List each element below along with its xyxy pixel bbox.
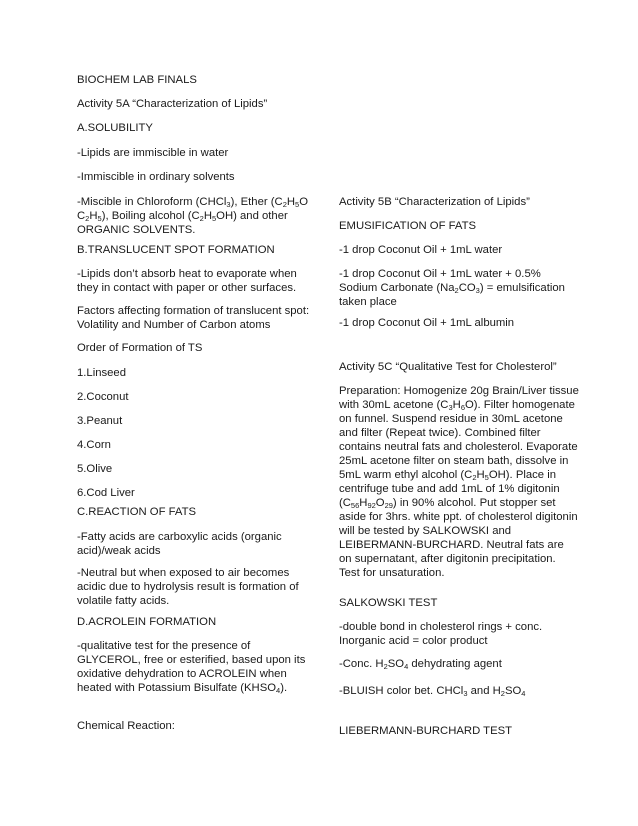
section-d-heading: D.ACROLEIN FORMATION bbox=[77, 616, 217, 628]
neutral-but-text: -Neutral but when exposed to air becomes acidic due to hydrolysis result is formation of volatile fatty acids. bbox=[77, 567, 299, 607]
immiscible-ordinary-solvents: -Immiscible in ordinary solvents bbox=[77, 171, 235, 183]
activity-5a-heading: Activity 5A “Characterization of Lipids” bbox=[77, 98, 268, 110]
liebermann-heading: LIEBERMANN-BURCHARD TEST bbox=[339, 725, 513, 737]
salkowski-heading: SALKOWSKI TEST bbox=[339, 597, 438, 609]
order-list-item: 1.Linseed bbox=[77, 367, 126, 379]
qualitative-test-text: -qualitative test for the presence of GLYCEROL, free or esterified, based upon its oxidative dehydration to ACROLEIN when heated with Potassium Bisulfate $(KHSO_4)$. bbox=[77, 640, 306, 695]
fatty-acids-text: -Fatty acids are carboxylic acids (organic acid)/weak acids bbox=[77, 531, 282, 557]
order-list-item: 3.Peanut bbox=[77, 415, 123, 427]
lipids-immiscible-water: -Lipids are immiscible in water bbox=[77, 147, 229, 159]
document-title: BIOCHEM LAB FINALS bbox=[77, 74, 197, 86]
section-a-heading: A.SOLUBILITY bbox=[77, 122, 153, 134]
lipids-dont-absorb-text: -Lipids don’t absorb heat to evaporate when they in contact with paper or other surfaces. bbox=[77, 268, 297, 294]
double-bond-text: -double bond in cholesterol rings + conc. Inorganic acid = color product bbox=[339, 621, 543, 647]
order-list-item: 4.Corn bbox=[77, 439, 111, 451]
order-of-formation-heading: Order of Formation of TS bbox=[77, 342, 203, 354]
order-list-item: 2.Coconut bbox=[77, 391, 129, 403]
miscible-solvents-text: -Miscible in Chloroform (CHCl$_3$), Ether ($C_2H_5O$ $C_2H_5$), Boiling alcohol $(C_2H_5OH)$ and other ORGANIC SOLVENTS. bbox=[77, 196, 308, 236]
chemical-reaction-label: Chemical Reaction: bbox=[77, 720, 175, 732]
order-list-item: 5.Olive bbox=[77, 463, 113, 475]
activity-5c-heading: Activity 5C “Qualitative Test for Cholesterol” bbox=[339, 361, 557, 373]
coconut-water-text: -1 drop Coconut Oil + 1mL water bbox=[339, 244, 503, 256]
section-b-heading: B.TRANSLUCENT SPOT FORMATION bbox=[77, 244, 275, 256]
preparation-text: Preparation: Homogenize 20g Brain/Liver tissue with 30mL acetone $(C_3H_6O)$. Filter homogenate on funnel. Suspend residue in 30mL acetone and filter (Repeat twice). Combined filter contains neutral fats and cholesterol. Evaporate 25mL acetone filter on steam bath, dissolve in 5mL warm ethyl alcohol $(C_2H_5OH)$. Place in centrifuge tube and add 1mL of 1% digitonin $(C_{56}H_{92}O_{29})$ in 90% alcohol. Put stopper set aside for 3hrs. white ppt. of cholesterol digitonin will be tested by SALKOWSKI and LEIBERMANN-BURCHARD. Neutral fats are on supernatant, after digitonin precipitation. Test for unsaturation. bbox=[339, 385, 579, 579]
section-c-heading: C.REACTION OF FATS bbox=[77, 506, 197, 518]
factors-text: Factors affecting formation of translucent spot: Volatility and Number of Carbon atoms bbox=[77, 305, 310, 331]
coconut-albumin-text: -1 drop Coconut Oil + 1mL albumin bbox=[339, 317, 515, 329]
emulsification-heading: EMUSIFICATION OF FATS bbox=[339, 220, 477, 232]
coconut-na2co3-text: -1 drop Coconut Oil + 1mL water + 0.5% Sodium Carbonate $(Na_2CO_3)$ = emulsification taken place bbox=[339, 268, 565, 308]
activity-5b-heading: Activity 5B “Characterization of Lipids” bbox=[339, 196, 530, 208]
bluish-color-text: -BLUISH color bet. CHCl$_3$ and $H_2SO_4$ bbox=[339, 685, 526, 698]
order-list-item: 6.Cod Liver bbox=[77, 487, 135, 499]
conc-h2so4-text: -Conc. $H_2SO_4$ dehydrating agent bbox=[339, 658, 502, 671]
